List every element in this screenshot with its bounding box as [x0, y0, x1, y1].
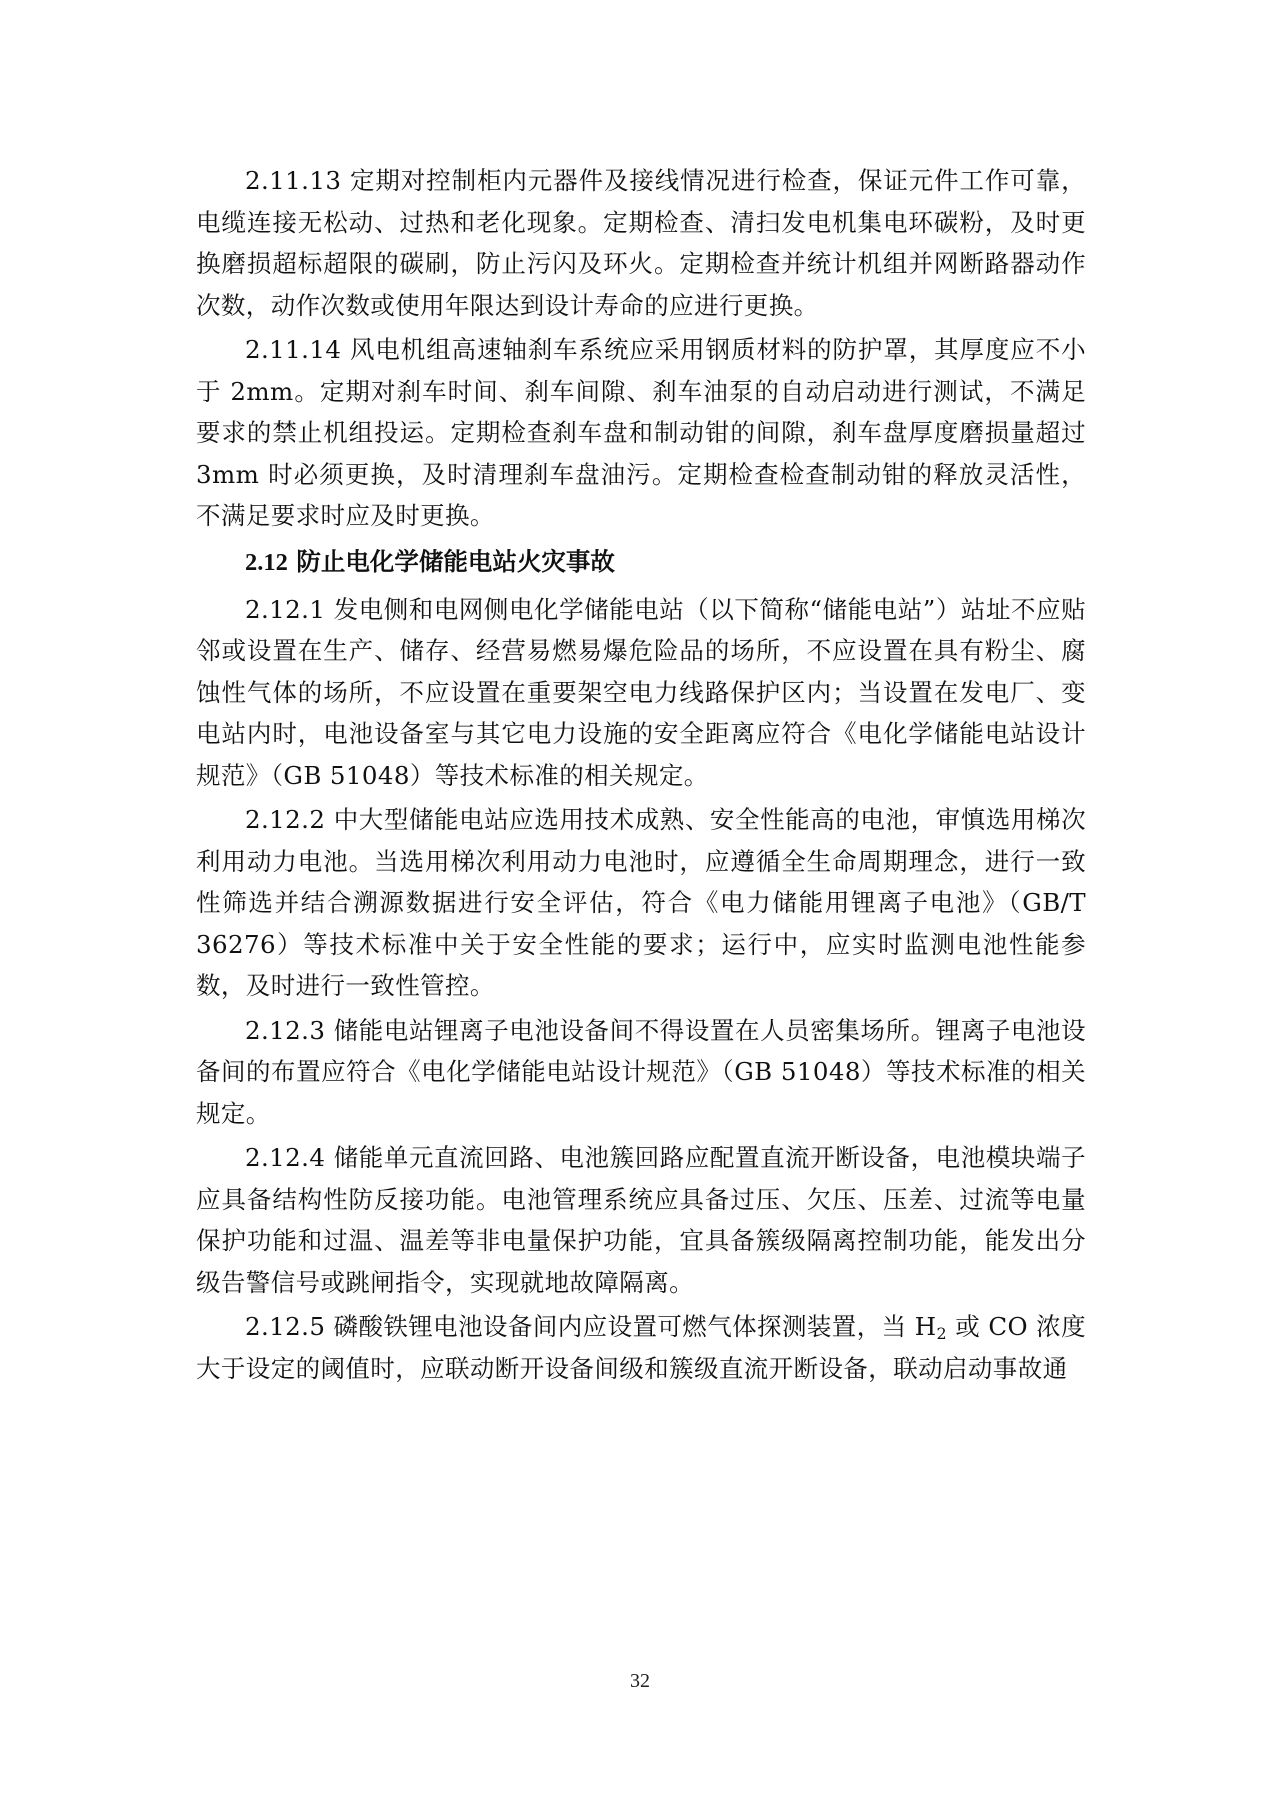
paragraph-2-11-13: 2.11.13 定期对控制柜内元器件及接线情况进行检查，保证元件工作可靠，电缆连接无松动、过热和老化现象。定期检查、清扫发电机集电环碳粉，及时更换磨损超标超限的碳刷，防止污闪及环火。定期检查并统计机组并网断路器动作次数，动作次数或使用年限达到设计寿命的应进行更换。 — [196, 166, 1086, 320]
paragraph-2-12-5-part-b: 或 CO 浓度大于设定的阈值时，应联动断开设备间级和簇级直流开断设备，联动启动事故通 — [196, 1312, 1086, 1383]
paragraph-2-12-5 — [196, 1306, 1086, 1389]
section-number: 2.12 — [245, 548, 288, 576]
paragraph-2-11-14: 2.11.14 风电机组高速轴刹车系统应采用钢质材料的防护罩，其厚度应不小于 2mm。定期对刹车时间、刹车间隙、刹车油泵的自动启动进行测试，不满足要求的禁止机组投运。定期检查刹车盘和制动钳的间隙，刹车盘厚度磨损量超过 3mm 时必须更换，及时清理刹车盘油污。定期检查检查制动钳的释放灵活性，不满足要求时应及时更换。 — [196, 335, 1086, 530]
paragraph-2-12-5-part-a: 2.12.5 磷酸铁锂电池设备间内应设置可燃气体探测装置，当 H — [245, 1312, 937, 1341]
page-number: 32 — [630, 1670, 650, 1692]
paragraph-2-12-4: 2.12.4 储能单元直流回路、电池簇回路应配置直流开断设备，电池模块端子应具备结构性防反接功能。电池管理系统应具备过压、欠压、压差、过流等电量保护功能和过温、温差等非电量保护功能，宜具备簇级隔离控制功能，能发出分级告警信号或跳闸指令，实现就地故障隔离。 — [196, 1143, 1086, 1297]
section-title: 防止电化学储能电站火灾事故 — [296, 546, 615, 576]
document-body — [196, 160, 1086, 1389]
paragraph-2-12-3: 2.12.3 储能电站锂离子电池设备间不得设置在人员密集场所。锂离子电池设备间的布置应符合《电化学储能电站设计规范》（GB 51048）等技术标准的相关规定。 — [196, 1015, 1086, 1128]
paragraph-2-12-1: 2.12.1 发电侧和电网侧电化学储能电站（以下简称“储能电站”）站址不应贴邻或设置在生产、储存、经营易燃易爆危险品的场所，不应设置在具有粉尘、腐蚀性气体的场所，不应设置在重要架空电力线路保护区内；当设置在发电厂、变电站内时，电池设备室与其它电力设施的安全距离应符合《电化学储能电站设计规范》（GB 51048）等技术标准的相关规定。 — [196, 594, 1086, 790]
paragraph-2-12-2: 2.12.2 中大型储能电站应选用技术成熟、安全性能高的电池，审慎选用梯次利用动力电池。当选用梯次利用动力电池时，应遵循全生命周期理念，进行一致性筛选并结合溯源数据进行安全评估，符合《电力储能用锂离子电池》（GB/T 36276）等技术标准中关于安全性能的要求；运行中，应实时监测电池性能参数，及时进行一致性管控。 — [196, 805, 1086, 1000]
section-heading-2-12 — [196, 541, 1086, 583]
subscript-2: 2 — [936, 1323, 948, 1343]
